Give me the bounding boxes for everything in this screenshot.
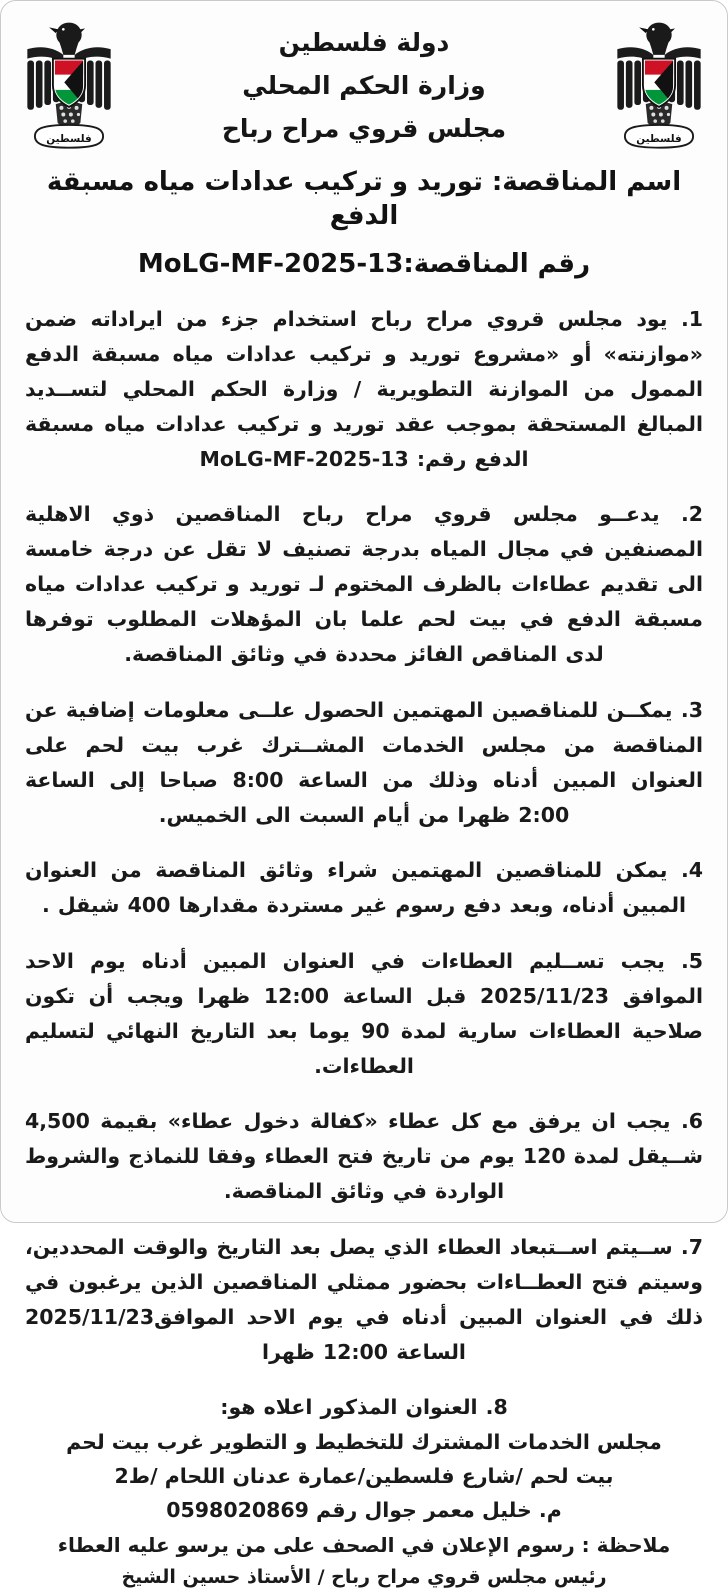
council-head-signature: رئيس مجلس قروي مراح رباح / الأستاذ حسين الشيخ: [25, 1562, 703, 1592]
clause-5: 5. يجب تســليم العطاءات في العنوان المبين أدناه يوم الاحد الموافق 2025/11/23 قبل الساعة 12:00 ظهرا ويجب أن تكون صلاحية العطاءات سارية لمدة 90 يوما بعد التاريخ النهائي لتسليم العطاءات.: [25, 944, 703, 1084]
tender-number-heading: رقم المناقصة:MoLG-MF-2025-13: [23, 247, 705, 281]
clause-4: 4. يمكن للمناقصين المهتمين شراء وثائق المناقصة من العنوان المبين أدناه، وبعد دفع رسوم غير مستردة مقدارها 400 شيقل .: [25, 853, 703, 923]
palestine-coat-of-arms-eagle-icon-right: [611, 17, 707, 159]
council-title: مجلس قروي مراح رباح: [135, 107, 593, 150]
clause-6: 6. يجب ان يرفق مع كل عطاء «كفالة دخول عطاء» بقيمة 4,500 شــيقل لمدة 120 يوم من تاريخ فتح العطاء وفقا للنماذج والشروط الواردة في وثائق المناقصة.: [25, 1104, 703, 1209]
address-line-2: بيت لحم /شارع فلسطين/عمارة عدنان اللحام /ط2: [25, 1459, 703, 1493]
clause-3: 3. يمكــن للمناقصين المهتمين الحصول علــى معلومات إضافية عن المناقصة من مجلس الخدمات المشــترك غرب بيت لحم على العنوان المبين أدناه وذلك من الساعة 8:00 صباحا إلى الساعة 2:00 ظهرا من أيام السبت الى الخميس.: [25, 693, 703, 833]
svg-text:فلسطين: فلسطين: [636, 133, 681, 145]
contact-line: م. خليل معمر جوال رقم 0598020869: [25, 1493, 703, 1527]
document-header: [15, 11, 713, 163]
tender-body: [15, 302, 713, 1592]
clause-7: 7. ســيتم اســتبعاد العطاء الذي يصل بعد التاريخ والوقت المحددين، وسيتم فتح العطــاءات بحضور ممثلي المناقصين الذين يرغبون في ذلك في العنوان المبين أدناه في يوم الاحد الموافق2025/11/23 الساعة 12:00 ظهرا: [25, 1230, 703, 1370]
clause-2: 2. يدعــو مجلس قروي مراح رباح المناقصين ذوي الاهلية المصنفين في مجال المياه بدرجة تصنيف لا تقل عن درجة خامسة الى تقديم عطاءات بالظرف المختوم لـ توريد و تركيب عدادات مياه مسبقة الدفع في بيت لحم علما بان المؤهلات المطلوب توفرها لدى المناقص الفائز محددة في وثائق المناقصة.: [25, 497, 703, 672]
clause-1: 1. يود مجلس قروي مراح رباح استخدام جزء من ايراداته ضمن «موازنته» أو «مشروع توريد و تركيب عدادات مياه مسبقة الدفع الممول من الموازنة التطويرية / وزارة الحكم المحلي لتســديد المبالغ المستحقة بموجب عقد توريد و تركيب عدادات مياه مسبقة الدفع رقم: MoLG-MF-2025-13: [25, 302, 703, 477]
palestine-coat-of-arms-eagle-icon-left: [21, 17, 117, 159]
tender-name-heading: اسم المناقصة: توريد و تركيب عدادات مياه مسبقة الدفع: [23, 165, 705, 233]
address-line-1: مجلس الخدمات المشترك للتخطيط و التطوير غرب بيت لحم: [25, 1425, 703, 1459]
state-title: دولة فلسطين: [135, 21, 593, 64]
clause-8: 8. العنوان المذكور اعلاه هو:: [25, 1390, 703, 1424]
ministry-title: وزارة الحكم المحلي: [135, 64, 593, 107]
advertising-fee-note: ملاحظة : رسوم الإعلان في الصحف على من يرسو عليه العطاء: [25, 1529, 703, 1561]
header-title-block: [135, 21, 593, 150]
svg-text:فلسطين: فلسطين: [46, 133, 91, 145]
